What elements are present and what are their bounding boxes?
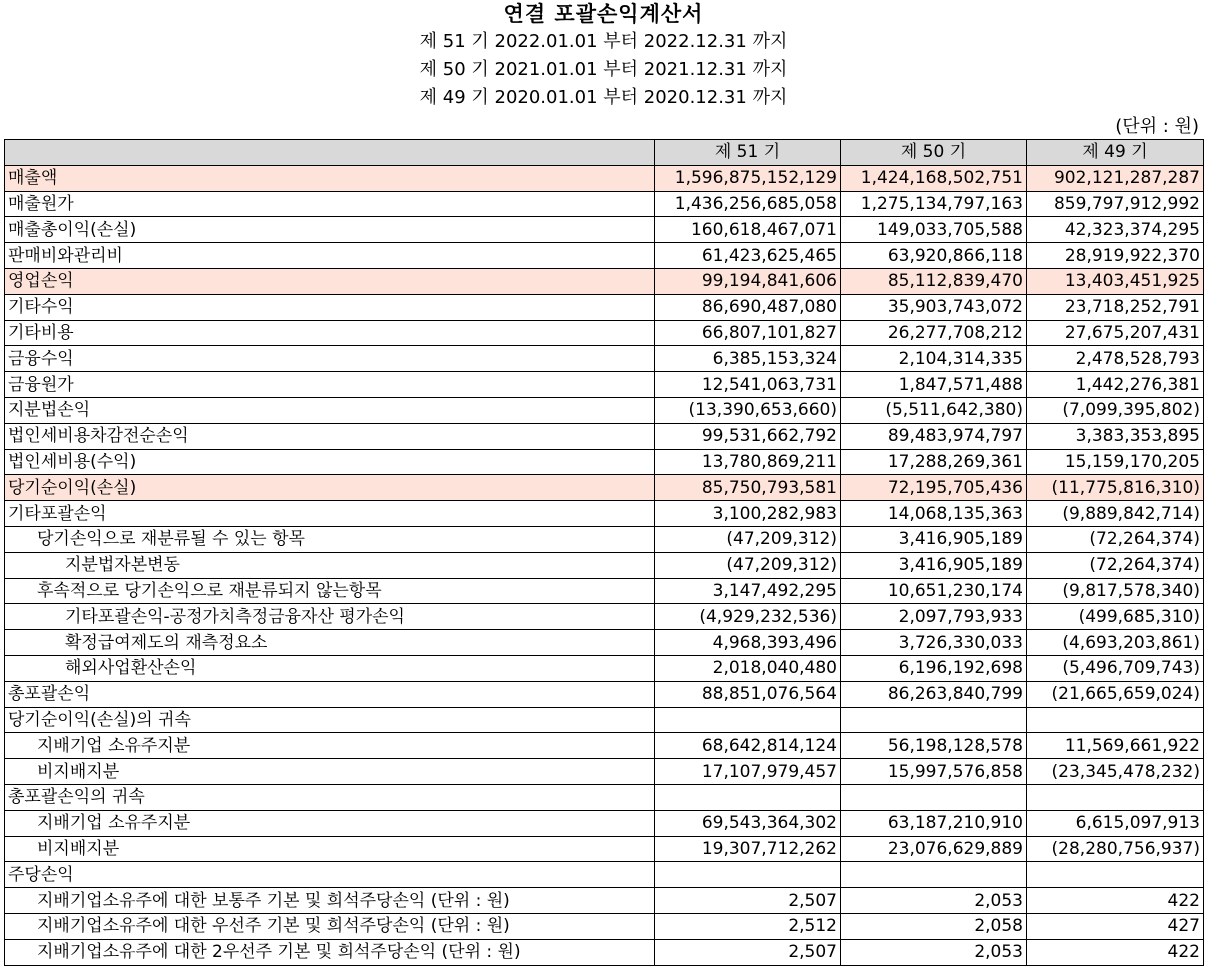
value-cell xyxy=(841,784,1027,810)
report-header xyxy=(0,0,1207,112)
table-row xyxy=(5,939,1204,965)
value-cell: 859,797,912,992 xyxy=(1027,191,1204,217)
value-cell: 427 xyxy=(1027,913,1204,939)
value-cell: 1,442,276,381 xyxy=(1027,372,1204,398)
table-row xyxy=(5,784,1204,810)
value-cell: (72,264,374) xyxy=(1027,526,1204,552)
row-label: 당기순이익(손실) xyxy=(5,475,655,501)
value-cell: 902,121,287,287 xyxy=(1027,165,1204,191)
value-cell: 88,851,076,564 xyxy=(655,681,841,707)
row-label: 지배기업 소유주지분 xyxy=(5,733,655,759)
value-cell xyxy=(841,862,1027,888)
row-label: 금융수익 xyxy=(5,346,655,372)
value-cell: 6,385,153,324 xyxy=(655,346,841,372)
value-cell: 23,718,252,791 xyxy=(1027,294,1204,320)
table-row xyxy=(5,372,1204,398)
value-cell: 2,104,314,335 xyxy=(841,346,1027,372)
row-label: 지배기업소유주에 대한 우선주 기본 및 희석주당손익 (단위 : 원) xyxy=(5,913,655,939)
value-cell: 35,903,743,072 xyxy=(841,294,1027,320)
value-cell: (9,817,578,340) xyxy=(1027,578,1204,604)
value-cell: 2,507 xyxy=(655,939,841,965)
value-cell: 2,053 xyxy=(841,939,1027,965)
value-cell: 1,596,875,152,129 xyxy=(655,165,841,191)
table-row xyxy=(5,810,1204,836)
table-row xyxy=(5,526,1204,552)
row-label: 기타비용 xyxy=(5,320,655,346)
value-cell: (5,511,642,380) xyxy=(841,397,1027,423)
table-row xyxy=(5,294,1204,320)
period-line: 제 51 기 2022.01.01 부터 2022.12.31 까지 xyxy=(419,31,788,52)
value-cell: 6,196,192,698 xyxy=(841,655,1027,681)
value-cell: 89,483,974,797 xyxy=(841,423,1027,449)
value-cell: 12,541,063,731 xyxy=(655,372,841,398)
row-label: 총포괄손익의 귀속 xyxy=(5,784,655,810)
row-label: 비지배지분 xyxy=(5,759,655,785)
header-label-cell xyxy=(5,140,655,166)
value-cell xyxy=(841,707,1027,733)
row-label: 확정급여제도의 재측정요소 xyxy=(5,630,655,656)
row-label: 기타포괄손익-공정가치측정금융자산 평가손익 xyxy=(5,604,655,630)
value-cell: 68,642,814,124 xyxy=(655,733,841,759)
value-cell xyxy=(655,784,841,810)
table-row xyxy=(5,836,1204,862)
row-label: 지배기업 소유주지분 xyxy=(5,810,655,836)
value-cell: 3,726,330,033 xyxy=(841,630,1027,656)
table-row xyxy=(5,423,1204,449)
value-cell: 99,194,841,606 xyxy=(655,268,841,294)
value-cell: 61,423,625,465 xyxy=(655,243,841,269)
table-row xyxy=(5,243,1204,269)
table-row xyxy=(5,707,1204,733)
row-label: 당기손익으로 재분류될 수 있는 항목 xyxy=(5,526,655,552)
value-cell: 17,288,269,361 xyxy=(841,449,1027,475)
value-cell: 2,018,040,480 xyxy=(655,655,841,681)
value-cell: 422 xyxy=(1027,939,1204,965)
income-statement-table xyxy=(4,139,1204,966)
table-row xyxy=(5,217,1204,243)
value-cell: 99,531,662,792 xyxy=(655,423,841,449)
value-cell: 2,097,793,933 xyxy=(841,604,1027,630)
value-cell: 11,569,661,922 xyxy=(1027,733,1204,759)
value-cell: 1,275,134,797,163 xyxy=(841,191,1027,217)
table-row xyxy=(5,681,1204,707)
value-cell: 72,195,705,436 xyxy=(841,475,1027,501)
value-cell: 85,112,839,470 xyxy=(841,268,1027,294)
value-cell: 28,919,922,370 xyxy=(1027,243,1204,269)
table-row xyxy=(5,397,1204,423)
value-cell: 3,147,492,295 xyxy=(655,578,841,604)
row-label: 총포괄손익 xyxy=(5,681,655,707)
value-cell xyxy=(655,862,841,888)
value-cell: 14,068,135,363 xyxy=(841,501,1027,527)
row-label: 영업손익 xyxy=(5,268,655,294)
value-cell: 13,403,451,925 xyxy=(1027,268,1204,294)
row-label: 당기순이익(손실)의 귀속 xyxy=(5,707,655,733)
table-row xyxy=(5,913,1204,939)
table-row xyxy=(5,320,1204,346)
table-row xyxy=(5,268,1204,294)
value-cell: (499,685,310) xyxy=(1027,604,1204,630)
value-cell: 2,507 xyxy=(655,888,841,914)
row-label: 후속적으로 당기손익으로 재분류되지 않는항목 xyxy=(5,578,655,604)
value-cell: 85,750,793,581 xyxy=(655,475,841,501)
row-label: 주당손익 xyxy=(5,862,655,888)
row-label: 지분법자본변동 xyxy=(5,552,655,578)
row-label: 지분법손익 xyxy=(5,397,655,423)
value-cell: 23,076,629,889 xyxy=(841,836,1027,862)
value-cell: (9,889,842,714) xyxy=(1027,501,1204,527)
value-cell: (13,390,653,660) xyxy=(655,397,841,423)
value-cell: 26,277,708,212 xyxy=(841,320,1027,346)
table-row xyxy=(5,888,1204,914)
period-line: 제 49 기 2020.01.01 부터 2020.12.31 까지 xyxy=(419,87,788,108)
value-cell: 56,198,128,578 xyxy=(841,733,1027,759)
table-row xyxy=(5,475,1204,501)
value-cell: 422 xyxy=(1027,888,1204,914)
row-label: 기타수익 xyxy=(5,294,655,320)
value-cell: 160,618,467,071 xyxy=(655,217,841,243)
value-cell: 10,651,230,174 xyxy=(841,578,1027,604)
row-label: 지배기업소유주에 대한 보통주 기본 및 희석주당손익 (단위 : 원) xyxy=(5,888,655,914)
value-cell: (11,775,816,310) xyxy=(1027,475,1204,501)
table-row xyxy=(5,733,1204,759)
value-cell: 3,100,282,983 xyxy=(655,501,841,527)
value-cell xyxy=(1027,862,1204,888)
table-row xyxy=(5,191,1204,217)
table-row xyxy=(5,552,1204,578)
value-cell: (4,693,203,861) xyxy=(1027,630,1204,656)
value-cell: (5,496,709,743) xyxy=(1027,655,1204,681)
row-label: 매출원가 xyxy=(5,191,655,217)
row-label: 기타포괄손익 xyxy=(5,501,655,527)
value-cell: 2,478,528,793 xyxy=(1027,346,1204,372)
value-cell: 3,416,905,189 xyxy=(841,552,1027,578)
table-body xyxy=(5,165,1204,965)
value-cell: 2,058 xyxy=(841,913,1027,939)
unit-label: (단위 : 원) xyxy=(1115,116,1199,137)
table-row xyxy=(5,449,1204,475)
row-label: 판매비와관리비 xyxy=(5,243,655,269)
value-cell: 63,920,866,118 xyxy=(841,243,1027,269)
value-cell: (47,209,312) xyxy=(655,526,841,552)
value-cell: 15,997,576,858 xyxy=(841,759,1027,785)
value-cell: 15,159,170,205 xyxy=(1027,449,1204,475)
value-cell: 13,780,869,211 xyxy=(655,449,841,475)
row-label: 지배기업소유주에 대한 2우선주 기본 및 희석주당손익 (단위 : 원) xyxy=(5,939,655,965)
value-cell: 63,187,210,910 xyxy=(841,810,1027,836)
period-line: 제 50 기 2021.01.01 부터 2021.12.31 까지 xyxy=(419,59,788,80)
value-cell: 2,512 xyxy=(655,913,841,939)
table-row xyxy=(5,604,1204,630)
header-period-51: 제 51 기 xyxy=(655,140,841,166)
table-row xyxy=(5,759,1204,785)
row-label: 매출액 xyxy=(5,165,655,191)
table-row xyxy=(5,346,1204,372)
value-cell: 149,033,705,588 xyxy=(841,217,1027,243)
table-row xyxy=(5,165,1204,191)
header-period-50: 제 50 기 xyxy=(841,140,1027,166)
header-period-49: 제 49 기 xyxy=(1027,140,1204,166)
value-cell: (21,665,659,024) xyxy=(1027,681,1204,707)
value-cell: (7,099,395,802) xyxy=(1027,397,1204,423)
row-label: 해외사업환산손익 xyxy=(5,655,655,681)
value-cell: (4,929,232,536) xyxy=(655,604,841,630)
value-cell: (72,264,374) xyxy=(1027,552,1204,578)
row-label: 법인세비용(수익) xyxy=(5,449,655,475)
header-row xyxy=(5,140,1204,166)
value-cell: 69,543,364,302 xyxy=(655,810,841,836)
value-cell: 6,615,097,913 xyxy=(1027,810,1204,836)
value-cell xyxy=(1027,707,1204,733)
value-cell: 1,436,256,685,058 xyxy=(655,191,841,217)
value-cell xyxy=(655,707,841,733)
value-cell: (47,209,312) xyxy=(655,552,841,578)
value-cell: 27,675,207,431 xyxy=(1027,320,1204,346)
value-cell: 4,968,393,496 xyxy=(655,630,841,656)
table-row xyxy=(5,862,1204,888)
value-cell: (28,280,756,937) xyxy=(1027,836,1204,862)
value-cell: 1,847,571,488 xyxy=(841,372,1027,398)
value-cell: 86,690,487,080 xyxy=(655,294,841,320)
value-cell: 19,307,712,262 xyxy=(655,836,841,862)
row-label: 비지배지분 xyxy=(5,836,655,862)
table-row xyxy=(5,655,1204,681)
value-cell: 86,263,840,799 xyxy=(841,681,1027,707)
value-cell: 3,416,905,189 xyxy=(841,526,1027,552)
value-cell xyxy=(1027,784,1204,810)
value-cell: 17,107,979,457 xyxy=(655,759,841,785)
table-row xyxy=(5,630,1204,656)
row-label: 매출총이익(손실) xyxy=(5,217,655,243)
value-cell: 3,383,353,895 xyxy=(1027,423,1204,449)
report-title: 연결 포괄손익계산서 xyxy=(503,2,704,26)
row-label: 법인세비용차감전순손익 xyxy=(5,423,655,449)
value-cell: 2,053 xyxy=(841,888,1027,914)
value-cell: 1,424,168,502,751 xyxy=(841,165,1027,191)
row-label: 금융원가 xyxy=(5,372,655,398)
value-cell: 42,323,374,295 xyxy=(1027,217,1204,243)
table-row xyxy=(5,578,1204,604)
value-cell: 66,807,101,827 xyxy=(655,320,841,346)
value-cell: (23,345,478,232) xyxy=(1027,759,1204,785)
table-row xyxy=(5,501,1204,527)
